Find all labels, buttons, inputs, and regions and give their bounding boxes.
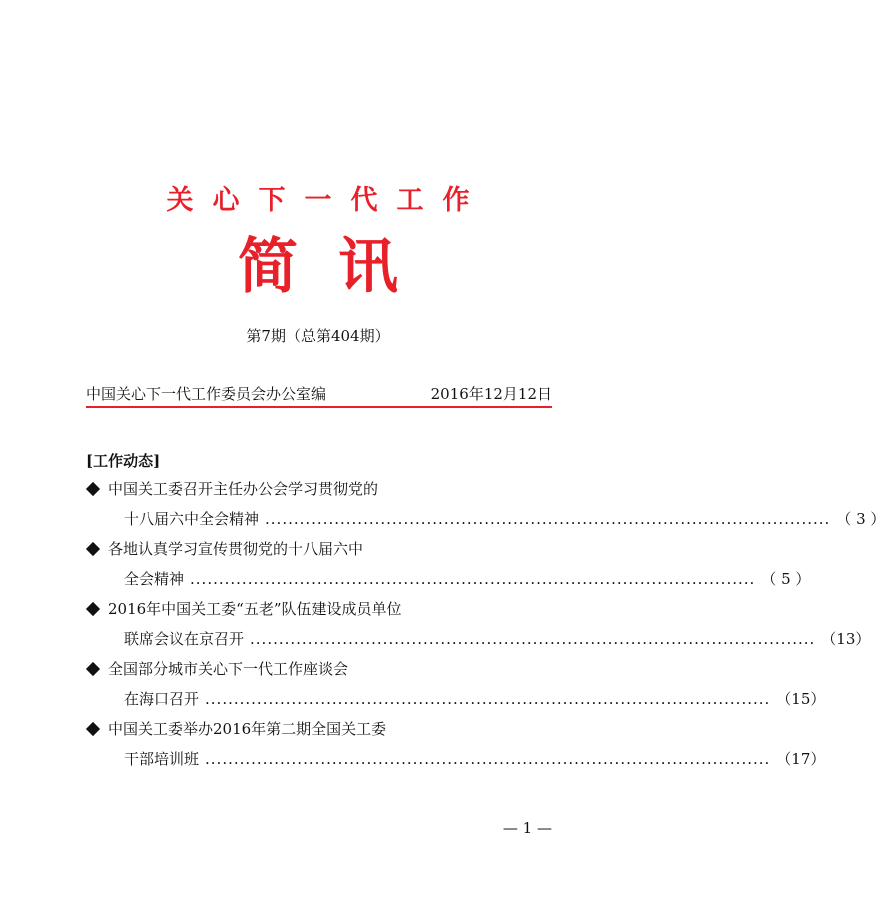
toc-entry[interactable] [86, 538, 811, 598]
dot-leader: .................................................................................................. [205, 690, 771, 708]
dot-leader: .................................................................................................. [265, 510, 831, 528]
toc-entry-title: 中国关工委举办2016年第二期全国关工委 [108, 720, 387, 738]
bulletin-title: 简讯 [238, 232, 438, 302]
toc-entry-title-cont: 十八届六中全会精神 [124, 510, 260, 528]
dot-leader: .................................................................................................. [250, 630, 816, 648]
page-number: — 1 — [502, 819, 552, 837]
toc-page-ref: （17） [776, 750, 826, 768]
toc-page-ref: （ 5 ） [761, 570, 811, 588]
red-divider [86, 406, 552, 408]
editor-name: 中国关心下一代工作委员会办公室编 [86, 385, 327, 403]
toc-entry-title: 2016年中国关工委“五老”队伍建设成员单位 [108, 600, 402, 618]
toc-entry-title-cont: 联席会议在京召开 [124, 630, 245, 648]
diamond-bullet-icon [86, 542, 100, 556]
toc-entry-title: 全国部分城市关心下一代工作座谈会 [108, 660, 349, 678]
diamond-bullet-icon [86, 602, 100, 616]
toc-entry-title-cont: 在海口召开 [124, 690, 200, 708]
diamond-bullet-icon [86, 482, 100, 496]
toc-entry[interactable] [86, 658, 826, 718]
diamond-bullet-icon [86, 722, 100, 736]
toc-page-ref: （15） [776, 690, 826, 708]
toc-entry[interactable] [86, 478, 885, 538]
issue-date: 2016年12月12日 [430, 385, 552, 403]
toc-entry-title-cont: 干部培训班 [124, 750, 200, 768]
editor-line [86, 384, 552, 404]
toc-entry[interactable] [86, 598, 871, 658]
toc-entry[interactable] [86, 718, 826, 778]
toc-entry-title: 各地认真学习宣传贯彻党的十八届六中 [108, 540, 364, 558]
dot-leader: .................................................................................................. [190, 570, 756, 588]
toc-page-ref: （ 3 ） [836, 510, 885, 528]
table-of-contents [86, 478, 885, 778]
toc-entry-title-cont: 全会精神 [124, 570, 185, 588]
issue-number: 第7期（总第404期） [246, 327, 390, 345]
publisher-title: 关心下一代工作 [166, 185, 489, 216]
toc-page-ref: （13） [821, 630, 871, 648]
diamond-bullet-icon [86, 662, 100, 676]
section-heading: [工作动态] [86, 452, 161, 470]
toc-entry-title: 中国关工委召开主任办公会学习贯彻党的 [108, 480, 379, 498]
dot-leader: .................................................................................................. [205, 750, 771, 768]
